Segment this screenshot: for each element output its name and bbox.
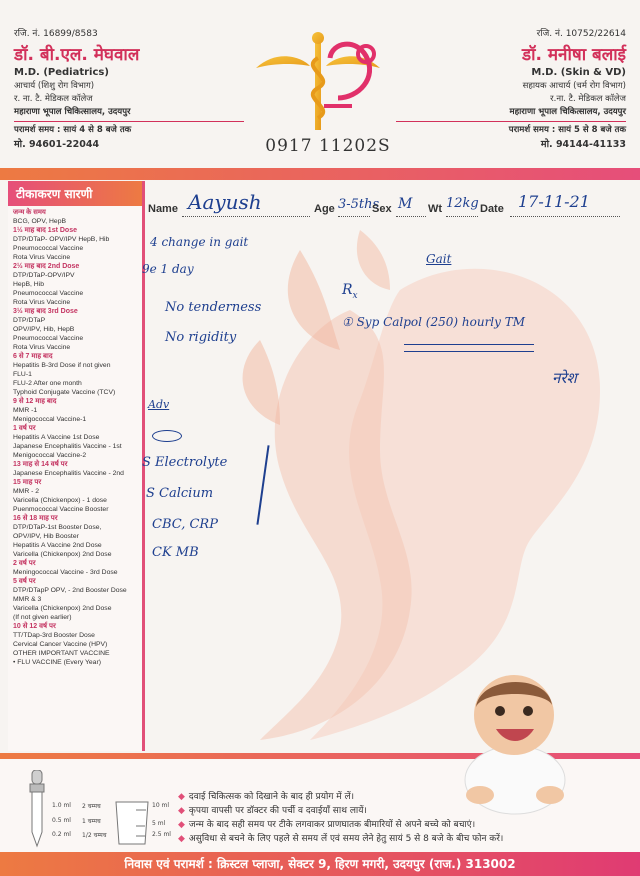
vaccination-section-heading: 10 से 12 वर्ष पर: [13, 623, 56, 630]
vaccination-item: Hepatitis B-3rd Dose if not given: [13, 362, 111, 369]
vaccination-section-heading: 9 से 12 माह बाद: [13, 398, 57, 405]
left-doctor-college: र. ना. टै. मेडिकल कॉलेज: [14, 94, 93, 104]
vaccination-item: Japanese Encephalitis Vaccine - 2nd: [13, 470, 124, 477]
vaccination-item: MMR - 2: [13, 488, 40, 495]
left-doctor-name: डॉ. बी.एल. मेघवाल: [14, 45, 140, 65]
vaccination-list: [8, 206, 142, 669]
left-reg-number: रजि. नं. 16899/8583: [14, 29, 98, 39]
note-line-3: No tenderness: [165, 300, 262, 315]
instruction-item: ◆ दवाई चिकित्सक को दिखाने के बाद ही प्रयोग में लें।: [178, 792, 355, 802]
vaccination-item: Varicella (Chickenpox) - 1 dose: [13, 497, 107, 504]
vaccination-item: DTP/DTaP: [13, 317, 46, 324]
rx-underline-1: [404, 344, 534, 345]
vaccination-item: Hepatitis A Vaccine 2nd Dose: [13, 542, 102, 549]
right-reg-number: रजि. नं. 10752/22614: [536, 29, 626, 39]
rx-symbol: $R_x$: [342, 282, 358, 301]
vaccination-item: DTP/DTapP OPV, - 2nd Booster Dose: [13, 587, 127, 594]
vaccination-item: OPV/IPV, Hib, HepB: [13, 326, 75, 333]
age-label: Age: [314, 203, 335, 215]
vaccination-item: Varicella (Chickenpox) 2nd Dose: [13, 605, 112, 612]
rx-line-1: ① Syp Calpol (250) hourly TM: [342, 315, 526, 329]
measuring-cup-icon: [112, 798, 152, 848]
vaccination-item: Menigococcal Vaccine-2: [13, 452, 87, 459]
note-line-4: No rigidity: [165, 330, 237, 345]
vaccination-section-heading: 15 माह पर: [13, 479, 42, 486]
vaccination-panel: [8, 181, 145, 751]
right-doctor-post: सहायक आचार्य (चर्म रोग विभाग): [522, 81, 626, 91]
dropper-mark-1: 1.0 ml: [52, 802, 71, 809]
right-divider: [396, 121, 626, 122]
cup-mark-1: 10 ml: [152, 802, 170, 809]
note-gait: Gait: [426, 252, 452, 266]
left-divider: [14, 121, 244, 122]
vaccination-item: DTP/DTaP-OPV/IPV: [13, 272, 75, 279]
vaccination-title: टीकाकरण सारणी: [8, 181, 142, 206]
left-doctor-timing: परामर्श समय : सायं 4 से 8 बजे तक: [14, 125, 132, 135]
doctor-signature: नरेश: [552, 369, 577, 387]
vaccination-item: Pneumococcal Vaccine: [13, 335, 84, 342]
right-doctor-college: र.ना. टै. मेडिकल कॉलेज: [550, 94, 626, 104]
vaccination-item: FLU-1: [13, 371, 32, 378]
name-line: [182, 215, 310, 217]
dropper-mark-3: 0.2 ml: [52, 831, 71, 838]
vaccination-item: MMR -1: [13, 407, 38, 414]
right-doctor-name: डॉ. मनीषा बलाई: [521, 45, 626, 65]
cup-mark-3: 2.5 ml: [152, 831, 171, 838]
vaccination-item: Hepatitis A Vaccine 1st Dose: [13, 434, 100, 441]
caduceus-logo-icon: [248, 28, 388, 138]
dropper-mark-2: 0.5 ml: [52, 817, 71, 824]
vaccination-section-heading: 1 वर्ष पर: [13, 425, 36, 432]
advised-item-2: S Calcium: [146, 486, 214, 501]
vaccination-item: Puenmococcal Vaccine Booster: [13, 506, 109, 513]
vaccination-section-heading: 1½ माह बाद 1st Dose: [13, 227, 77, 234]
vaccination-item: TT/TDap-3rd Booster Dose: [13, 632, 95, 639]
instruction-item: ◆ कृपया वापसी पर डॉक्टर की पर्ची व दवाईयाँ साथ लायें।: [178, 806, 367, 816]
patient-name: Aayush: [188, 190, 262, 214]
left-doctor-mobile: मो. 94601-22044: [14, 139, 100, 150]
left-doctor-hospital: महाराणा भूपाल चिकित्सालय, उदयपुर: [14, 107, 131, 117]
vaccination-section-heading: 2½ माह बाद 2nd Dose: [13, 263, 80, 270]
patient-sex: M: [398, 196, 413, 212]
advised-item-4: CK MB: [152, 545, 199, 560]
vaccination-item: Meningococcal Vaccine - 3rd Dose: [13, 569, 118, 576]
scribble-mark: [152, 430, 182, 442]
patient-date: 17-11-21: [518, 192, 590, 211]
vaccination-item: • FLU VACCINE (Every Year): [13, 659, 101, 666]
vaccination-item: Rota Virus Vaccine: [13, 344, 71, 351]
sex-label: Sex: [372, 203, 392, 215]
right-doctor-degree: M.D. (Skin & VD): [531, 67, 626, 78]
advised-heading: Adv: [148, 398, 170, 411]
right-doctor-hospital: महाराणा भूपाल चिकित्सालय, उदयपुर: [509, 107, 626, 117]
dropper-spoon-3: 1/2 चम्मच: [82, 832, 107, 839]
weight-line: [446, 215, 478, 217]
cup-mark-2: 5 ml: [152, 820, 166, 827]
vaccination-section-heading: जन्म के समय: [13, 209, 46, 216]
vaccination-item: FLU-2 After one month: [13, 380, 82, 387]
left-doctor-degree: M.D. (Pediatrics): [14, 67, 109, 78]
patient-weight: 12kg: [446, 196, 479, 211]
vaccination-item: Rota Virus Vaccine: [13, 299, 71, 306]
vaccination-item: Rota Virus Vaccine: [13, 254, 71, 261]
vaccination-item: Typhoid Conjugate Vaccine (TCV): [13, 389, 116, 396]
rx-underline-2: [404, 351, 534, 352]
advised-item-1: S Electrolyte: [142, 455, 228, 470]
vaccination-item: Pneumococcal Vaccine: [13, 290, 84, 297]
patient-age: 3-5ths: [338, 197, 380, 212]
right-doctor-mobile: मो. 94144-41133: [540, 139, 626, 150]
vaccination-item: OPV/IPV, Hib Booster: [13, 533, 79, 540]
vaccination-item: OTHER IMPORTANT VACCINE: [13, 650, 110, 657]
date-label: Date: [480, 203, 504, 215]
vaccination-item: Varicella (Chickenpox) 2nd Dose: [13, 551, 112, 558]
vaccination-item: Japanese Encephalitis Vaccine - 1st: [13, 443, 122, 450]
name-label: Name: [148, 203, 178, 215]
clinic-phone: 0917 11202S: [265, 136, 391, 156]
left-doctor-post: आचार्य (शिशु रोग विभाग): [14, 81, 95, 91]
vaccination-item: BCG, OPV, HepB: [13, 218, 67, 225]
vaccination-item: Cervical Cancer Vaccine (HPV): [13, 641, 108, 648]
note-line-1: 4 change in gait: [150, 235, 249, 249]
right-doctor-timing: परामर्श समय : सायं 5 से 8 बजे तक: [508, 125, 626, 135]
vaccination-item: Menigococcal Vaccine-1: [13, 416, 87, 423]
sex-line: [396, 215, 426, 217]
vaccination-item: Pneumococcal Vaccine: [13, 245, 84, 252]
vaccination-item: DTP/DTaP-1st Booster Dose,: [13, 524, 102, 531]
weight-label: Wt: [428, 203, 443, 215]
vaccination-section-heading: 5 वर्ष पर: [13, 578, 36, 585]
left-doctor-block: [14, 26, 244, 150]
header-band: [0, 168, 640, 180]
vaccination-item: (If not given earlier): [13, 614, 72, 621]
dropper-icon: [22, 770, 52, 850]
date-line: [510, 215, 620, 217]
dropper-spoon-2: 1 चम्मच: [82, 818, 101, 825]
advised-item-3: CBC, CRP: [152, 517, 218, 532]
vaccination-section-heading: 16 से 18 माह पर: [13, 515, 58, 522]
vaccination-section-heading: 6 से 7 माह बाद: [13, 353, 53, 360]
vaccination-item: DTP/DTaP- OPV/IPV HepB, Hib: [13, 236, 110, 243]
vaccination-section-heading: 3½ माह बाद 3rd Dose: [13, 308, 78, 315]
baby-photo-icon: [450, 655, 580, 815]
vaccination-section-heading: 13 माह से 14 वर्ष पर: [13, 461, 68, 468]
age-line: [338, 215, 370, 217]
instruction-item: ◆ जन्म के बाद सही समय पर टीके लगवाकर प्राणघातक बीमारियों से अपने बच्चे को बचाएं।: [178, 820, 476, 830]
dropper-spoon-1: 2 चम्मच: [82, 803, 101, 810]
instruction-item: ◆ असुविधा से बचने के लिए पहले से समय लें एवं समय लेने हेतु सायं 5 से 8 बजे के बीच फोन करें।: [178, 834, 504, 844]
vaccination-section-heading: 2 वर्ष पर: [13, 560, 36, 567]
vaccination-item: MMR & 3: [13, 596, 42, 603]
note-line-2: 9e 1 day: [142, 262, 194, 276]
vaccination-item: HepB, Hib: [13, 281, 44, 288]
footer-address: निवास एवं परामर्श : क्रिस्टल प्लाजा, सेक्टर 9, हिरण मगरी, उदयपुर (राज.) 313002: [0, 852, 640, 876]
right-doctor-block: [396, 26, 626, 150]
